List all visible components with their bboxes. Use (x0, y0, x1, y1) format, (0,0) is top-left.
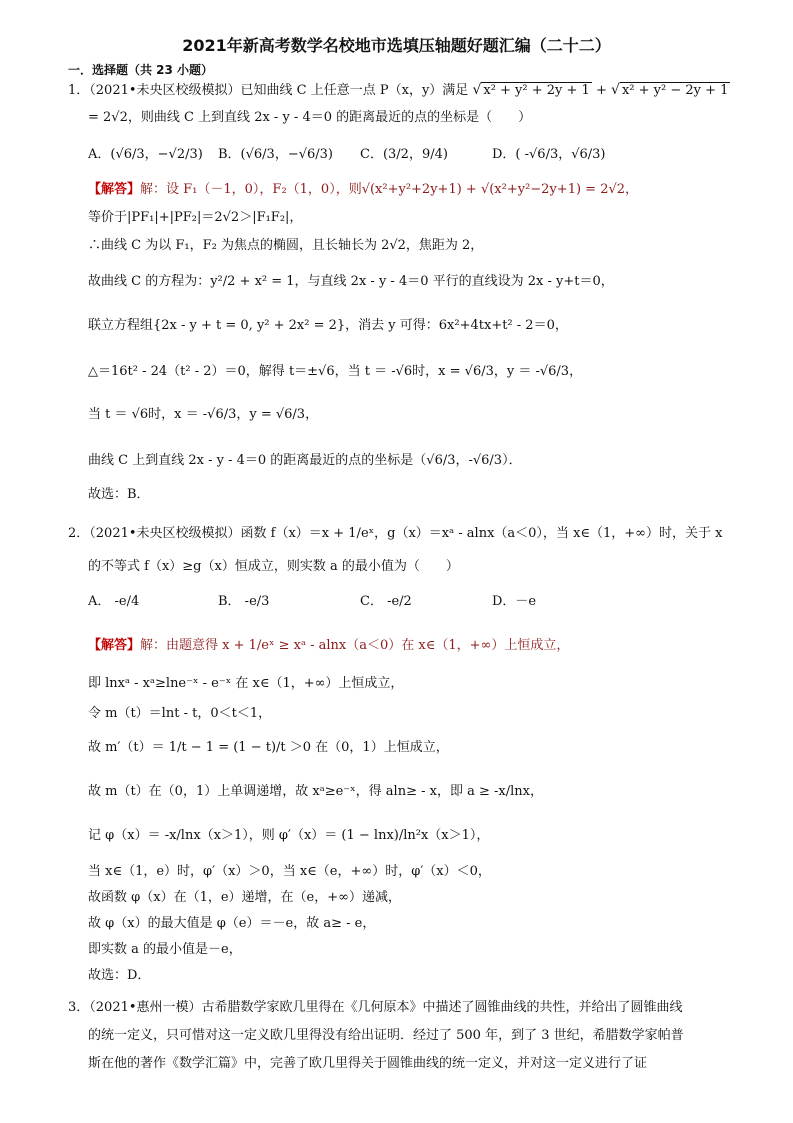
q2-sol1-text: 解：由题意得 x + 1/eˣ ≥ xᵃ - alnx（a＜0）在 x∈（1，+∞）上恒成立， (140, 638, 570, 653)
q1-solution-line8: 曲线 C 上到直线 2x - y - 4＝0 的距离最近的点的坐标是（√6/3，-√6/3）． (88, 453, 522, 468)
q2-option-d[interactable]: D．－e (492, 594, 537, 609)
q1-solution-line1 (88, 180, 638, 200)
q1-option-b[interactable]: B．(√6/3，−√6/3) (218, 147, 334, 162)
q2-solution-line10: 即实数 a 的最小值是－e， (88, 942, 242, 957)
q2-solution-line3: 令 m（t）＝lnt - t，0＜t＜1， (88, 706, 272, 721)
q2-solution-line11: 故选：D． (88, 968, 151, 983)
q2-solution-line2: 即 lnxᵃ - xᵃ≥lne⁻ˣ - e⁻ˣ 在 x∈（1，+∞）上恒成立， (88, 676, 404, 691)
q2-stem-line1: 2．（2021•未央区校级模拟）函数 f（x）＝x + 1/eˣ，g（x）＝xᵃ - alnx（a＜0），当 x∈（1，+∞）时，关于 x (68, 526, 723, 541)
q1-sqrt-expr2: x² + y² − 2y + 1 (621, 83, 729, 98)
q1-option-a[interactable]: A．(√6/3，−√2/3) (88, 147, 203, 162)
q1-stem-text: 1．（2021•未央区校级模拟）已知曲线 C 上任意一点 P（x，y）满足 (68, 83, 469, 98)
q2-option-a[interactable]: A． -e/4 (88, 594, 140, 609)
q1-sqrt-expr1: x² + y² + 2y + 1 (483, 83, 590, 98)
page-title: 2021年新高考数学名校地市选填压轴题好题汇编（二十二） (182, 36, 611, 55)
q2-option-c[interactable]: C． -e/2 (360, 594, 412, 609)
q2-solution-line5: 故 m（t）在（0，1）上单调递增，故 xᵃ≥e⁻ˣ，得 aln≥ - x，即 a ≥ -x/lnx， (88, 784, 543, 799)
q2-stem-line2: 的不等式 f（x）≥g（x）恒成立，则实数 a 的最小值为（ ） (88, 559, 459, 574)
q1-solution-line2: 等价于|PF₁|+|PF₂|＝2√2＞|F₁F₂|， (88, 210, 303, 225)
q2-solution-line8: 故函数 φ（x）在（1，e）递增，在（e，+∞）递减， (88, 890, 401, 905)
q1-sol1-text: 解：设 F₁（－1，0），F₂（1，0），则√(x²+y²+2y+1) + √(x²+y²−2y+1) = 2√2， (140, 182, 639, 197)
q1-solution-line5: 联立方程组{2x - y + t = 0, y² + 2x² = 2}，消去 y 可得：6x²+4tx+t² - 2＝0， (88, 318, 568, 333)
q2-solution-tag: 【解答】 (88, 638, 141, 653)
q1-solution-line4: 故曲线 C 的方程为：y²/2 + x² = 1，与直线 2x - y - 4＝0 平行的直线设为 2x - y+t＝0， (88, 274, 614, 289)
q2-option-b[interactable]: B． -e/3 (218, 594, 270, 609)
q1-option-c[interactable]: C．(3/2，9/4) (360, 147, 448, 162)
q2-solution-line1 (88, 636, 569, 656)
q2-solution-line9: 故 φ（x）的最大值是 φ（e）＝－e，故 a≥ - e， (88, 916, 376, 931)
q1-solution-line9: 故选：B． (88, 487, 150, 502)
q1-stem-line2: = 2√2，则曲线 C 上到直线 2x - y - 4＝0 的距离最近的点的坐标是（ ） (88, 110, 532, 125)
q1-stem-line1: 1．（2021•未央区校级模拟）已知曲线 C 上任意一点 P（x，y）满足 √ x² + y² + 2y + 1 + √ x² + y² − 2y + 1 (68, 82, 729, 98)
q3-line2: 的统一定义，只可惜对这一定义欧几里得没有给出证明．经过了 500 年，到了 3 世纪，希腊数学家帕普 (88, 1028, 684, 1043)
q3-line1: 3．（2021•惠州一模）古希腊数学家欧几里得在《几何原本》中描述了圆锥曲线的共性，并给出了圆锥曲线 (68, 1000, 683, 1015)
q2-solution-line4: 故 m′（t）＝ 1/t − 1 = (1 − t)/t ＞0 在（0，1）上恒成立， (88, 740, 449, 755)
q1-solution-line3: ∴曲线 C 为以 F₁，F₂ 为焦点的椭圆，且长轴长为 2√2，焦距为 2， (88, 238, 484, 253)
q1-solution-line6: △＝16t² - 24（t² - 2）＝0，解得 t＝±√6，当 t ＝ -√6时，x = √6/3，y ＝ -√6/3， (88, 364, 583, 379)
q1-option-d[interactable]: D．( -√6/3，√6/3) (492, 147, 606, 162)
q3-line3: 斯在他的著作《数学汇篇》中，完善了欧几里得关于圆锥曲线的统一定义，并对这一定义进行了证 (88, 1056, 648, 1071)
q1-solution-line7: 当 t ＝ √6时，x ＝ -√6/3，y = √6/3， (88, 407, 319, 422)
section-heading: 一．选择题（共 23 小题） (68, 63, 214, 77)
q2-solution-line7: 当 x∈（1，e）时，φ′（x）＞0，当 x∈（e，+∞）时，φ′（x）＜0， (88, 864, 491, 879)
q1-solution-tag: 【解答】 (88, 182, 141, 197)
q1-plus: + (595, 83, 607, 98)
q2-solution-line6: 记 φ（x）＝ -x/lnx（x＞1），则 φ′（x）＝ (1 − lnx)/ln²x（x＞1）， (88, 828, 490, 843)
